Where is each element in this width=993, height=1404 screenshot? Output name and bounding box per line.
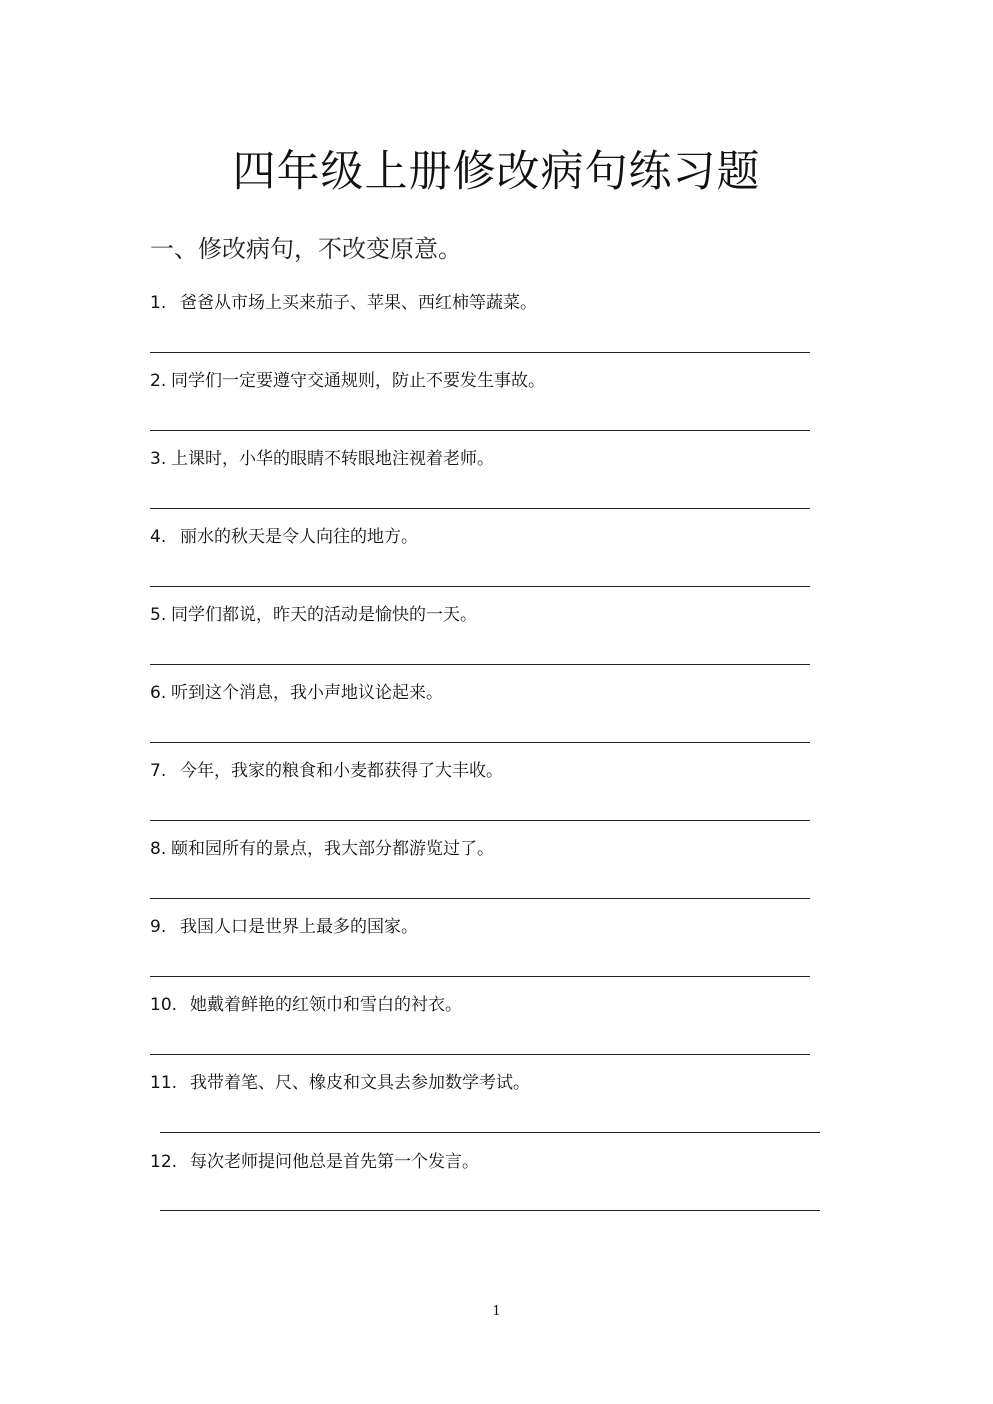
- page-number: 1: [492, 1304, 501, 1319]
- question-8: [150, 836, 494, 862]
- answer-line-2[interactable]: [150, 430, 810, 431]
- answer-line-11[interactable]: [160, 1132, 820, 1133]
- question-7: [150, 758, 503, 784]
- question-text: 我带着笔、尺、橡皮和文具去参加数学考试。: [190, 1073, 530, 1093]
- section-heading: 一、修改病句，不改变原意。: [150, 235, 462, 263]
- question-11: [150, 1070, 530, 1096]
- question-5: [150, 602, 477, 628]
- answer-line-6[interactable]: [150, 742, 810, 743]
- answer-line-5[interactable]: [150, 664, 810, 665]
- question-number: 12.: [150, 1152, 178, 1172]
- question-10: [150, 992, 462, 1018]
- answer-line-4[interactable]: [150, 586, 810, 587]
- answer-line-12[interactable]: [160, 1210, 820, 1211]
- question-text: 颐和园所有的景点，我大部分都游览过了。: [171, 839, 494, 859]
- question-number: 1.: [150, 293, 167, 313]
- question-number: 5.: [150, 605, 167, 625]
- question-text: 每次老师提问他总是首先第一个发言。: [190, 1152, 479, 1172]
- question-text: 听到这个消息，我小声地议论起来。: [171, 683, 443, 703]
- question-number: 11.: [150, 1073, 178, 1093]
- answer-line-9[interactable]: [150, 976, 810, 977]
- question-number: 7.: [150, 761, 167, 781]
- question-number: 6.: [150, 683, 167, 703]
- question-3: [150, 446, 494, 472]
- answer-line-1[interactable]: [150, 352, 810, 353]
- question-12: [150, 1149, 479, 1175]
- question-6: [150, 680, 443, 706]
- answer-line-7[interactable]: [150, 820, 810, 821]
- question-9: [150, 914, 418, 940]
- question-number: 3.: [150, 449, 167, 469]
- question-number: 4.: [150, 527, 167, 547]
- question-number: 2.: [150, 371, 167, 391]
- question-number: 9.: [150, 917, 167, 937]
- question-text: 上课时，小华的眼睛不转眼地注视着老师。: [171, 449, 494, 469]
- question-text: 丽水的秋天是令人向往的地方。: [180, 527, 418, 547]
- question-1: [150, 290, 537, 316]
- question-number: 8.: [150, 839, 167, 859]
- question-2: [150, 368, 545, 394]
- question-text: 我国人口是世界上最多的国家。: [180, 917, 418, 937]
- question-4: [150, 524, 418, 550]
- question-number: 10.: [150, 995, 178, 1015]
- question-text: 同学们都说，昨天的活动是愉快的一天。: [171, 605, 477, 625]
- question-text: 爸爸从市场上买来茄子、苹果、西红柿等蔬菜。: [180, 293, 537, 313]
- answer-line-3[interactable]: [150, 508, 810, 509]
- question-text: 今年，我家的粮食和小麦都获得了大丰收。: [180, 761, 503, 781]
- answer-line-8[interactable]: [150, 898, 810, 899]
- question-text: 她戴着鲜艳的红领巾和雪白的衬衣。: [190, 995, 462, 1015]
- page-title: 四年级上册修改病句练习题: [232, 147, 761, 197]
- answer-line-10[interactable]: [150, 1054, 810, 1055]
- question-text: 同学们一定要遵守交通规则，防止不要发生事故。: [171, 371, 545, 391]
